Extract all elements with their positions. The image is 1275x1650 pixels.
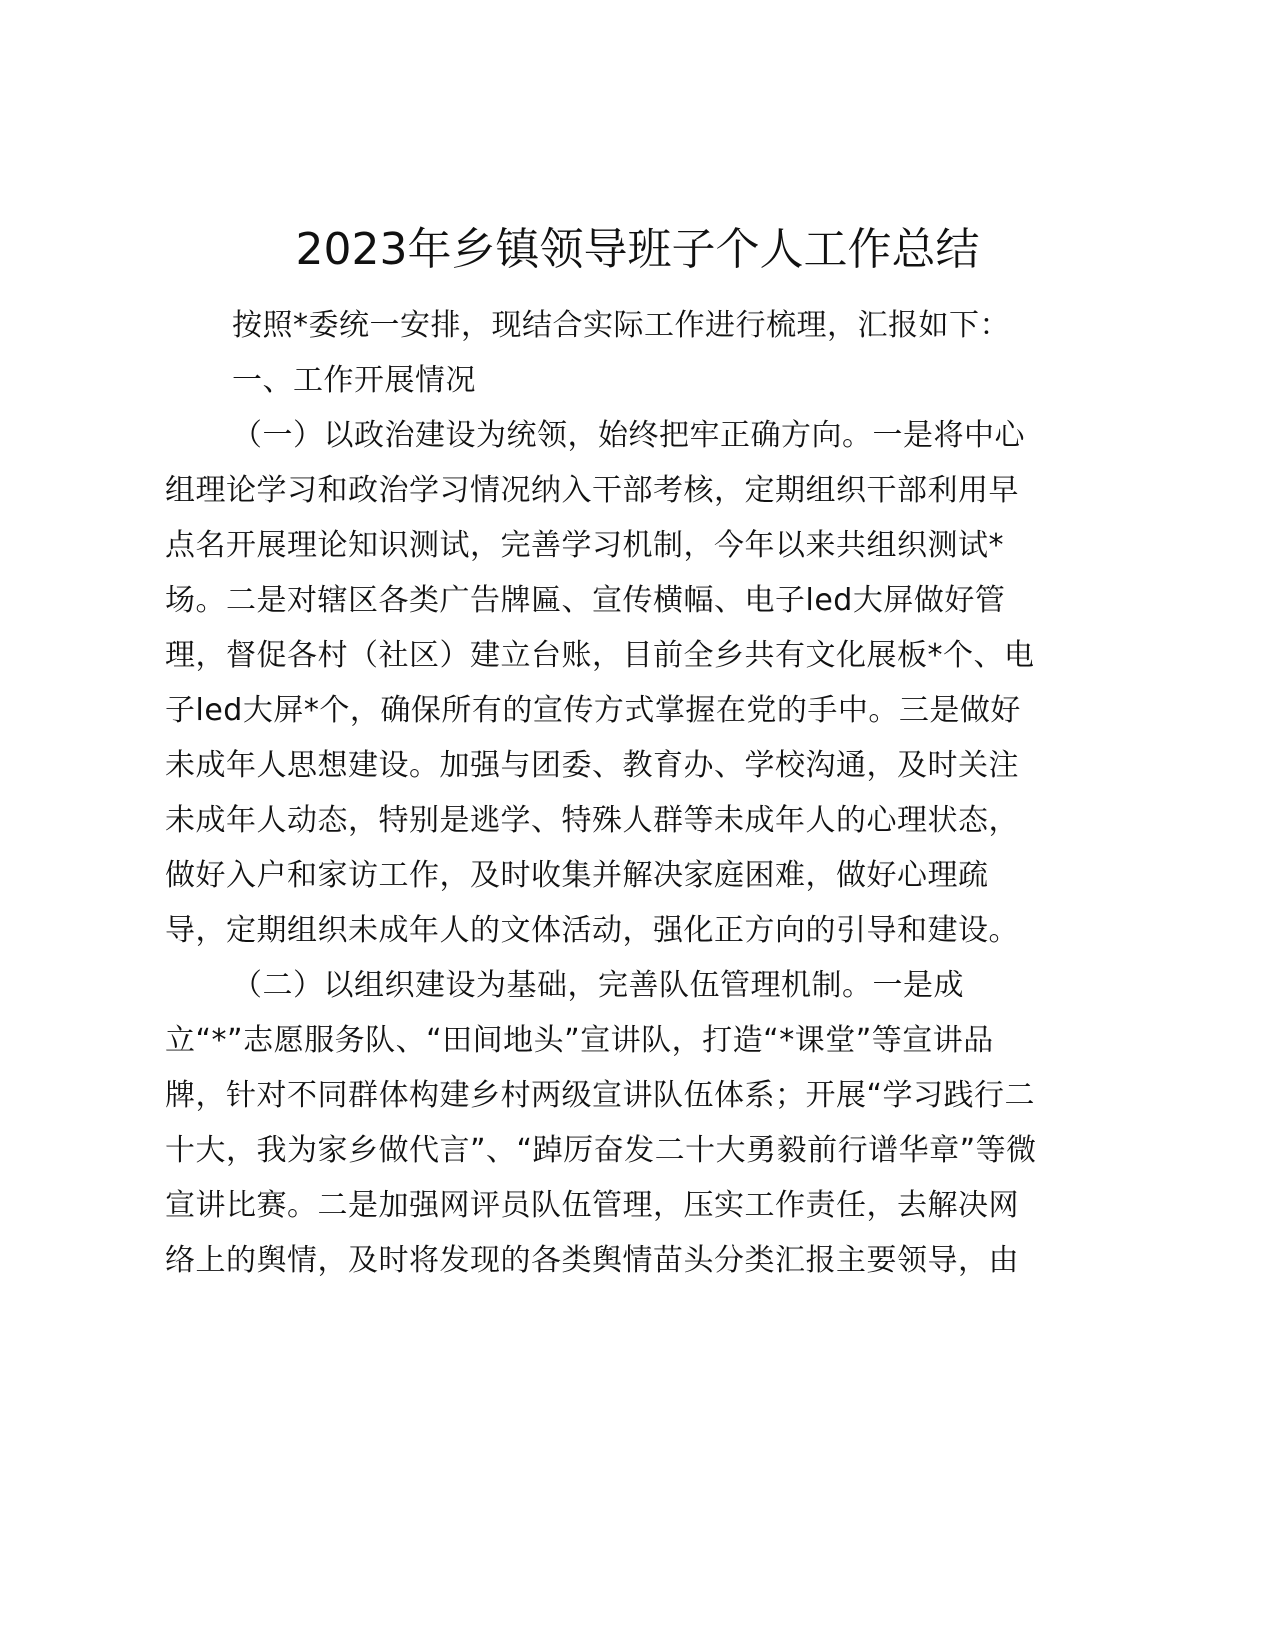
- paragraph-line: 做好入户和家访工作，及时收集并解决家庭困难，做好心理疏: [165, 858, 989, 893]
- paragraph-line: 理，督促各村（社区）建立台账，目前全乡共有文化展板*个、电: [165, 638, 1035, 673]
- paragraph-line: 场。二是对辖区各类广告牌匾、宣传横幅、电子led大屏做好管: [165, 583, 1006, 618]
- paragraph-line: 牌，针对不同群体构建乡村两级宣讲队伍体系；开展“学习践行二: [165, 1078, 1036, 1113]
- paragraph-line: 宣讲比赛。二是加强网评员队伍管理，压实工作责任，去解决网: [165, 1188, 1019, 1223]
- paragraph-line: 未成年人动态，特别是逃学、特殊人群等未成年人的心理状态，: [165, 803, 1019, 838]
- paragraph-line: 点名开展理论知识测试，完善学习机制，今年以来共组织测试*: [165, 528, 1004, 563]
- paragraph-line: （二）以组织建设为基础，完善队伍管理机制。一是成: [232, 968, 964, 1003]
- paragraph-line: 立“*”志愿服务队、“田间地头”宣讲队，打造“*课堂”等宣讲品: [165, 1023, 994, 1058]
- paragraph-line: 导，定期组织未成年人的文体活动，强化正方向的引导和建设。: [165, 913, 1019, 948]
- paragraph-line: 子led大屏*个，确保所有的宣传方式掌握在党的手中。三是做好: [165, 693, 1021, 728]
- section-heading: 一、工作开展情况: [232, 363, 476, 398]
- paragraph-line: 未成年人思想建设。加强与团委、教育办、学校沟通，及时关注: [165, 748, 1019, 783]
- document-title: 2023年乡镇领导班子个人工作总结: [295, 224, 980, 275]
- paragraph-line: 组理论学习和政治学习情况纳入干部考核，定期组织干部利用早: [165, 473, 1019, 508]
- paragraph-line: 络上的舆情，及时将发现的各类舆情苗头分类汇报主要领导，由: [165, 1243, 1019, 1278]
- paragraph-line: 按照*委统一安排，现结合实际工作进行梳理，汇报如下：: [232, 308, 1010, 343]
- paragraph-line: （一）以政治建设为统领，始终把牢正确方向。一是将中心: [232, 418, 1025, 453]
- paragraph-line: 十大，我为家乡做代言”、“踔厉奋发二十大勇毅前行谱华章”等微: [165, 1133, 1037, 1168]
